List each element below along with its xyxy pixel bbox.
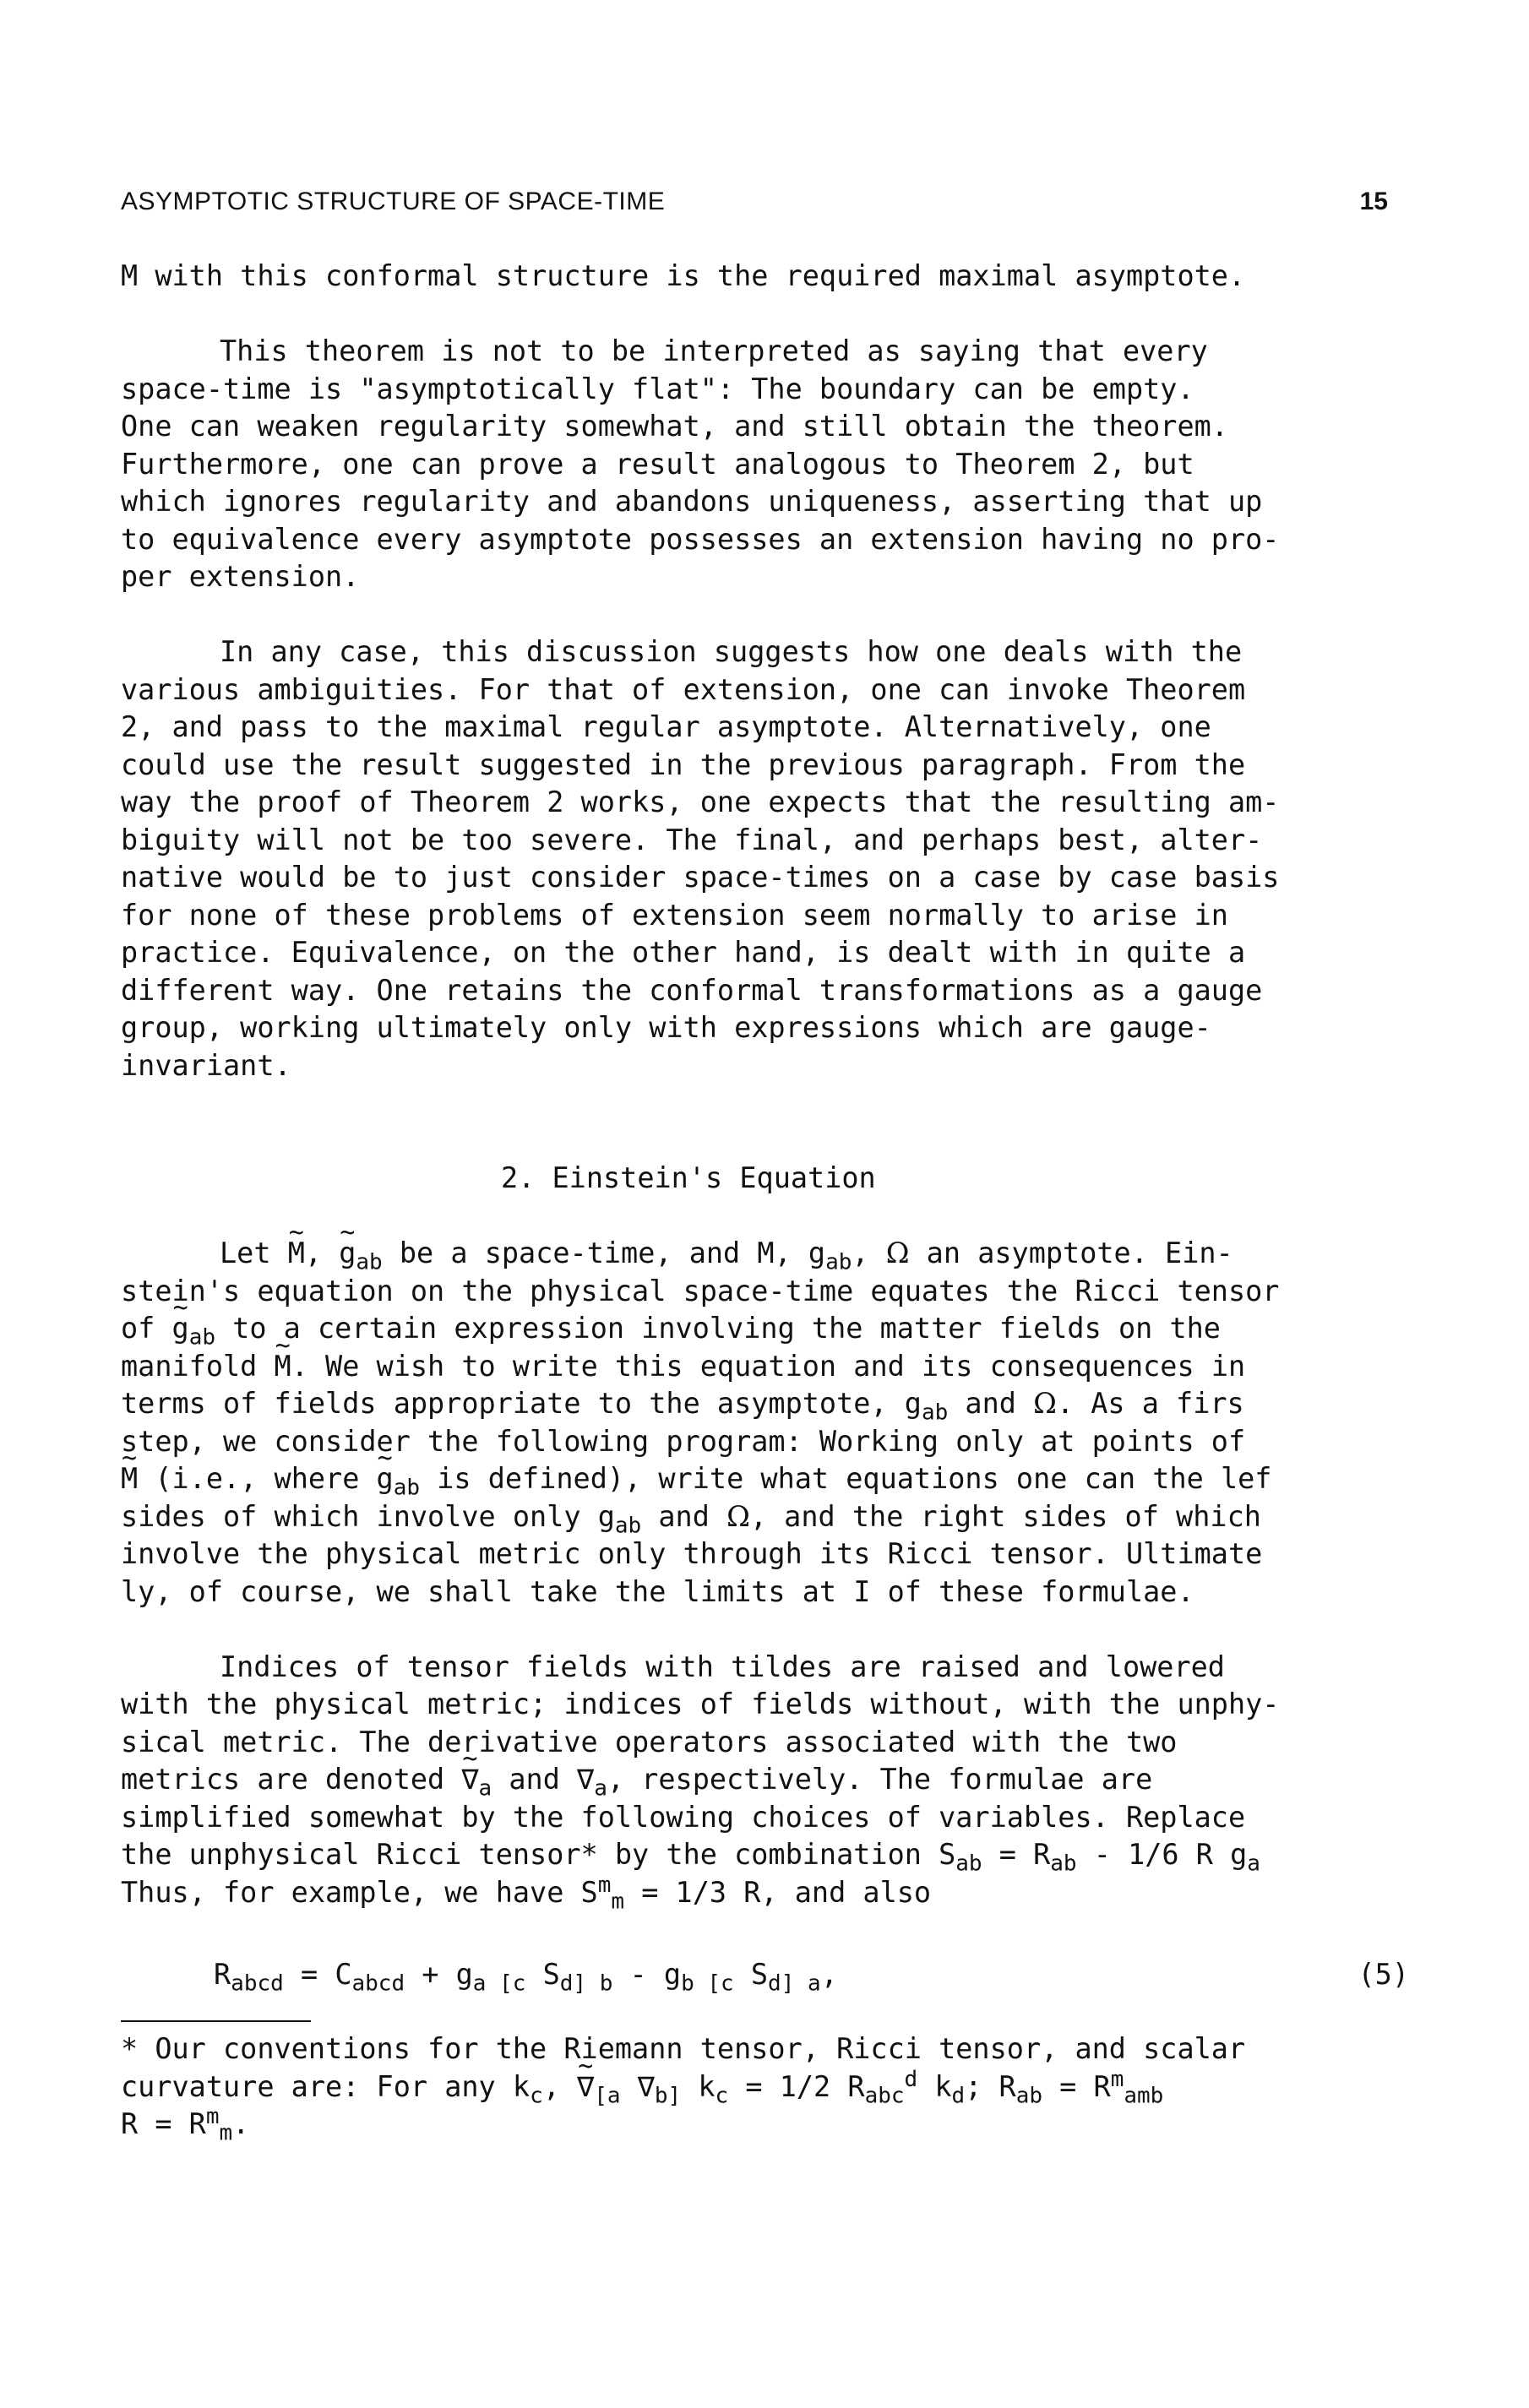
text-line: which ignores regularity and abandons uniqueness, asserting that up	[121, 485, 1263, 518]
text-line: M with this conformal structure is the required maximal asymptote.	[121, 259, 1246, 292]
paragraph	[121, 333, 1405, 596]
text-line: manifold ~ M. We wish to write this equation and its consequences in	[121, 1348, 1405, 1386]
equation: $R_{abcd} = C_{abcd} + g_{a [c}$ $S_{d] b} - g_{b [c}$ $S_{d] a}$,	[214, 1958, 838, 1997]
text-line: invariant.	[121, 1048, 291, 1082]
paragraph	[121, 258, 1405, 296]
text-line: One can weaken regularity somewhat, and still obtain the theorem.	[121, 410, 1228, 443]
text-line: to equivalence every asymptote possesses an extension having no pro-	[121, 522, 1280, 556]
text-line: simplified somewhat by the following choices of variables. Replace	[121, 1800, 1246, 1834]
text-line: the unphysical Ricci tensor* by the combination $S_{ab} = R_{ab} - 1/6$ R $g_a$	[121, 1838, 1260, 1877]
text-line: sical metric. The derivative operators associated with the two	[121, 1725, 1178, 1758]
text-line: different way. One retains the conformal transformations as a gauge	[121, 973, 1263, 1007]
text-line: ~ M (i.e., where ~ $g_{ab}$ is defined), write what equations one can the lef	[121, 1460, 1405, 1498]
text-line: with the physical metric; indices of fields without, with the unphy-	[121, 1688, 1280, 1720]
footnote-line: curvature are: For any $k_c$, ~ $\nabla_{[a}$ $\nabla_{b]}$ $k_c = 1/2$ $R_{abc}^d$ $k_d$; $R_{ab} = R^m_{amb}$	[121, 2068, 1405, 2106]
text-line: metrics are denoted ~ $\nabla_a$ and $\nabla_a$, respectively. The formulae are	[121, 1761, 1405, 1799]
text-line: Let ~ M, ~ $g_{ab}$ be a space-time, and M, $g_{ab}$, Ω an asymptote. Ein-	[121, 1235, 1405, 1273]
text-line: In any case, this discussion suggests how one deals with the	[220, 635, 1243, 668]
nabla-tilde-symbol: ~ ∇	[577, 2068, 594, 2106]
text-line: Indices of tensor fields with tildes are raised and lowered	[220, 1650, 1225, 1683]
text-line: could use the result suggested in the previous paragraph. From the	[121, 747, 1246, 781]
text-line: stein's equation on the physical space-time equates the Ricci tensor	[121, 1274, 1280, 1307]
text-line: sides of which involve only $g_{ab}$ and Ω, and the right sides of which	[121, 1499, 1261, 1539]
nabla-tilde-symbol: ~ ∇	[461, 1761, 478, 1799]
text-line: way the proof of Theorem 2 works, one expects that the resulting am-	[121, 785, 1280, 818]
page-header	[121, 188, 1388, 221]
text-line: step, we consider the following program: Working only at points of	[121, 1424, 1246, 1458]
text-line: for none of these problems of extension seem normally to arise in	[121, 898, 1228, 932]
paragraph	[121, 633, 1405, 1084]
nabla-symbol: ∇	[620, 2069, 655, 2103]
equation-number: (5)	[1358, 1958, 1409, 1991]
running-title: ASYMPTOTIC STRUCTURE OF SPACE-TIME	[121, 188, 666, 215]
text-line: space-time is "asymptotically flat": The boundary can be empty.	[121, 372, 1194, 405]
text-line: various ambiguities. For that of extension, one can invoke Theorem	[121, 672, 1246, 706]
text-line: terms of fields appropriate to the asymptote, $g_{ab}$ and Ω. As a firs	[121, 1387, 1244, 1426]
text-line: group, working ultimately only with expressions which are gauge-	[121, 1011, 1211, 1044]
paragraph	[121, 1649, 1405, 1915]
text-line: of ~ $g_{ab}$ to a certain expression involving the matter fields on the	[121, 1310, 1405, 1348]
text-line: ly, of course, we shall take the limits at I of these formulae.	[121, 1574, 1194, 1608]
page-body	[121, 258, 1409, 2146]
text-line: biguity will not be too severe. The final, and perhaps best, alter-	[121, 823, 1263, 856]
footnote-line: $R = R^m_m$.	[121, 2103, 250, 2146]
omega-symbol: Ω	[726, 1499, 750, 1533]
section-heading: 2. Einstein's Equation	[501, 1161, 876, 1194]
paragraph	[121, 1235, 1405, 1611]
equation-row	[121, 1956, 1409, 1998]
omega-symbol: Ω	[885, 1237, 910, 1269]
text-line: Thus, for example, we have $S^m_m = 1/3$ R, and also	[121, 1872, 932, 1915]
text-line: This theorem is not to be interpreted as saying that every	[220, 334, 1208, 367]
footnote	[121, 2030, 1405, 2144]
text-line: involve the physical metric only through its Ricci tensor. Ultimate	[121, 1537, 1263, 1570]
text-line: per extension.	[121, 560, 360, 593]
text-line: Furthermore, one can prove a result analogous to Theorem 2, but	[121, 447, 1194, 481]
page-number: 15	[1359, 188, 1388, 215]
text-line: practice. Equivalence, on the other hand, is dealt with in quite a	[121, 936, 1246, 969]
footnote-line: * Our conventions for the Riemann tensor, Ricci tensor, and scalar	[121, 2032, 1246, 2065]
omega-symbol: Ω	[1033, 1387, 1057, 1420]
text-line: 2, and pass to the maximal regular asymptote. Alternatively, one	[121, 710, 1211, 743]
nabla-symbol: ∇	[577, 1763, 595, 1796]
text-line: native would be to just consider space-times on a case by case basis	[121, 861, 1280, 894]
